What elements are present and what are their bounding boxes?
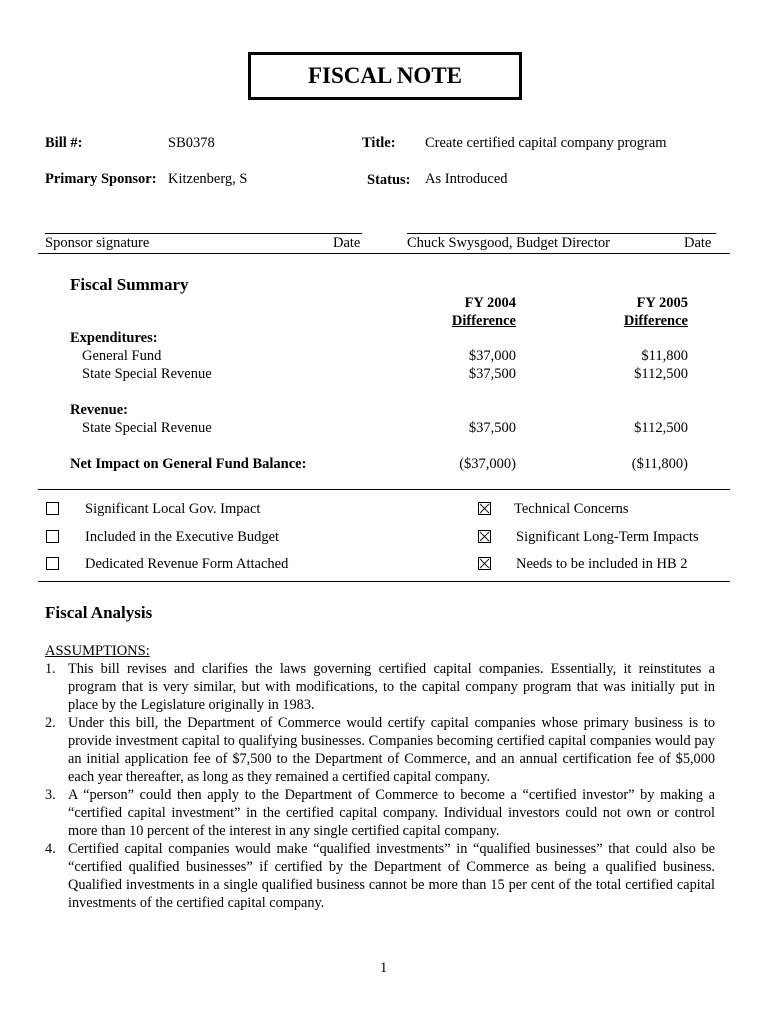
sponsor-label: Primary Sponsor: <box>45 171 157 187</box>
title-value: Create certified capital company program <box>425 135 667 151</box>
assumptions-label: ASSUMPTIONS: <box>45 643 150 659</box>
fy2005-subheader: Difference <box>623 313 688 329</box>
fy2004-header: FY 2004 <box>464 295 516 311</box>
sponsor-signature-line <box>45 233 362 234</box>
list-item-text: Under this bill, the Department of Commerce would certify capital companies whose primary business is to provide investment capital to qualifying businesses. Companies becoming certified capital companies would pay an initial application fee of $7,500 to the Department of Commerce, and an annual certification fee of $5,000 each year thereafter, as long as they remained a certified capital company. <box>68 715 715 785</box>
director-signature-line <box>407 233 716 234</box>
fy2005-header: FY 2005 <box>636 295 688 311</box>
list-item-number: 2. <box>45 715 56 731</box>
ssr-expenditure-label: State Special Revenue <box>82 366 212 382</box>
title-label: Title: <box>362 135 396 151</box>
fiscal-summary-heading: Fiscal Summary <box>70 275 189 294</box>
fy2004-subheader: Difference <box>451 313 516 329</box>
bill-number-label: Bill #: <box>45 135 83 151</box>
status-label: Status: <box>367 172 411 188</box>
sponsor-value: Kitzenberg, S <box>168 171 248 187</box>
director-date-label: Date <box>684 235 712 251</box>
list-item-number: 1. <box>45 661 56 677</box>
list-item-text: Certified capital companies would make “qualified investments” in “qualified businesses” that could also be “certified qualified businesses” if certified by the Department of Commerce as being a qualified business. Qualified investments in a single qualified business cannot be more than 15 per cent of the total certified capital investments of the certified capital company. <box>68 841 715 911</box>
checked-x-icon <box>479 503 490 514</box>
hb2-checkbox[interactable] <box>478 557 491 570</box>
list-item-number: 4. <box>45 841 56 857</box>
ssr-expenditure-fy2005: $112,500 <box>634 366 688 382</box>
dedicated-revenue-checkbox[interactable] <box>46 557 59 570</box>
long-term-impacts-label: Significant Long-Term Impacts <box>516 529 699 545</box>
assumptions-list <box>45 660 715 912</box>
local-gov-impact-label: Significant Local Gov. Impact <box>85 501 261 517</box>
sponsor-date-label: Date <box>333 235 361 251</box>
general-fund-label: General Fund <box>82 348 162 364</box>
long-term-impacts-checkbox[interactable] <box>478 530 491 543</box>
page-number: 1 <box>380 960 388 976</box>
ssr-expenditure-fy2004: $37,500 <box>468 366 516 382</box>
net-impact-fy2004: ($37,000) <box>459 456 516 472</box>
list-item <box>45 840 715 912</box>
technical-concerns-label: Technical Concerns <box>514 501 629 517</box>
list-item <box>45 714 715 786</box>
general-fund-fy2005: $11,800 <box>641 348 688 364</box>
status-value: As Introduced <box>425 171 508 187</box>
net-impact-label: Net Impact on General Fund Balance: <box>70 456 307 472</box>
net-impact-fy2005: ($11,800) <box>631 456 688 472</box>
bill-number-value: SB0378 <box>168 135 215 151</box>
revenue-label: Revenue: <box>70 402 128 418</box>
checked-x-icon <box>479 531 490 542</box>
technical-concerns-checkbox[interactable] <box>478 502 491 515</box>
ssr-revenue-label: State Special Revenue <box>82 420 212 436</box>
list-item-text: A “person” could then apply to the Department of Commerce to become a “certified investor” by making a “certified capital investment” in the certified capital company. Individual investors could not own or control more than 10 percent of the interest in any single certified capital company. <box>68 787 715 839</box>
expenditures-label: Expenditures: <box>70 330 158 346</box>
executive-budget-label: Included in the Executive Budget <box>85 529 280 545</box>
hb2-label: Needs to be included in HB 2 <box>516 556 688 572</box>
ssr-revenue-fy2005: $112,500 <box>634 420 688 436</box>
page-title: FISCAL NOTE <box>248 52 522 100</box>
fiscal-analysis-heading: Fiscal Analysis <box>45 603 153 622</box>
list-item <box>45 660 715 714</box>
ssr-revenue-fy2004: $37,500 <box>468 420 516 436</box>
dedicated-revenue-label: Dedicated Revenue Form Attached <box>85 556 289 572</box>
director-signature-label: Chuck Swysgood, Budget Director <box>407 235 610 251</box>
checklist-divider <box>38 581 730 582</box>
list-item-number: 3. <box>45 787 56 803</box>
sponsor-signature-label: Sponsor signature <box>45 235 150 251</box>
general-fund-fy2004: $37,000 <box>468 348 516 364</box>
list-item <box>45 786 715 840</box>
list-item-text: This bill revises and clarifies the laws governing certified capital companies. Essentially, it reinstitutes a program that is very similar, but with modifications, to the capital company program that was initially put in place by the Legislature originally in 1983. <box>68 661 715 713</box>
checked-x-icon <box>479 558 490 569</box>
executive-budget-checkbox[interactable] <box>46 530 59 543</box>
local-gov-impact-checkbox[interactable] <box>46 502 59 515</box>
